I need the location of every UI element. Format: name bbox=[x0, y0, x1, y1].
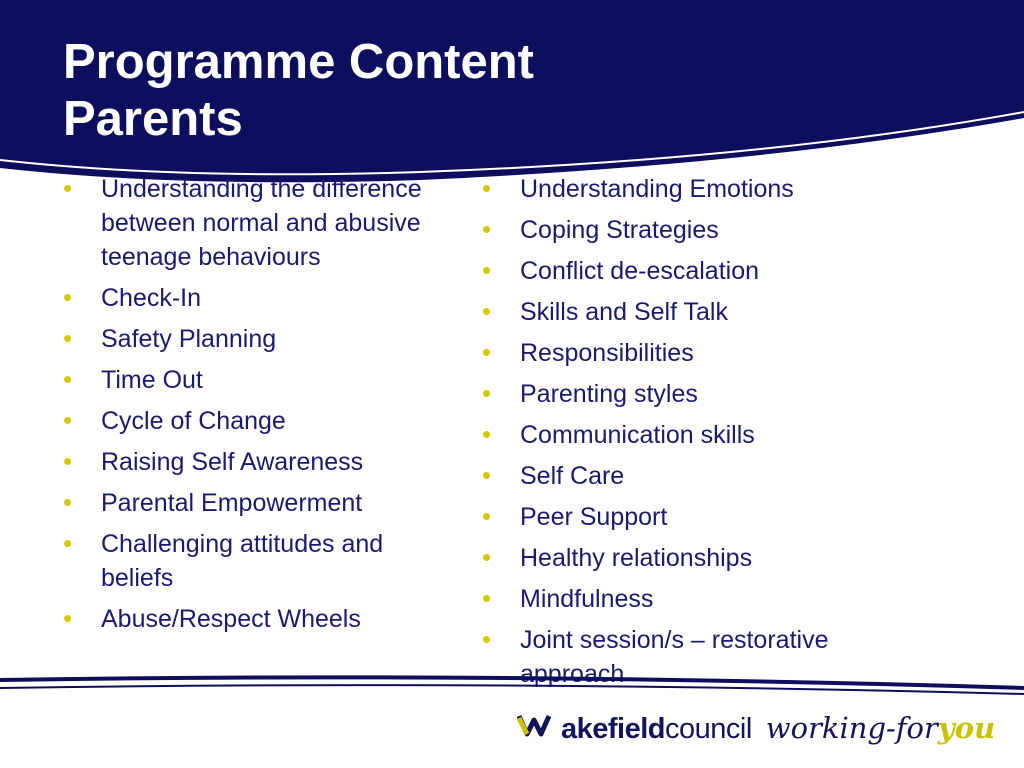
left-bullet-list bbox=[101, 172, 451, 643]
logo-text-you: you bbox=[937, 711, 996, 745]
list-item: • Responsibilities bbox=[520, 336, 900, 370]
logo-text-working-for: working-for bbox=[765, 711, 938, 745]
wakefield-w-logo-icon bbox=[517, 708, 561, 738]
list-item: • Parental Empowerment bbox=[101, 486, 451, 520]
right-bullet-list bbox=[520, 172, 900, 698]
list-item: • Check-In bbox=[101, 281, 451, 315]
list-item: • Self Care bbox=[520, 459, 900, 493]
list-item: • Coping Strategies bbox=[520, 213, 900, 247]
list-item: • Mindfulness bbox=[520, 582, 900, 616]
list-item: • Abuse/Respect Wheels bbox=[101, 602, 451, 636]
list-item: • Understanding the difference between normal and abusive teenage behaviours bbox=[101, 172, 451, 274]
list-item: • Skills and Self Talk bbox=[520, 295, 900, 329]
list-item: • Parenting styles bbox=[520, 377, 900, 411]
list-item: • Joint session/s – restorative approach bbox=[520, 623, 900, 691]
footer-divider bbox=[0, 668, 1024, 698]
title-line-1: Programme Content bbox=[63, 35, 535, 89]
slide-title bbox=[63, 34, 534, 148]
list-item: • Challenging attitudes and beliefs bbox=[101, 527, 451, 595]
logo-text-wakefield: akefield bbox=[561, 713, 665, 745]
list-item: • Time Out bbox=[101, 363, 451, 397]
list-item: • Peer Support bbox=[520, 500, 900, 534]
list-item: • Healthy relationships bbox=[520, 541, 900, 575]
list-item: • Communication skills bbox=[520, 418, 900, 452]
list-item: • Cycle of Change bbox=[101, 404, 451, 438]
list-item: • Conflict de-escalation bbox=[520, 254, 900, 288]
list-item: • Understanding Emotions bbox=[520, 172, 900, 206]
title-line-2: Parents bbox=[63, 92, 243, 146]
wakefield-council-logo bbox=[517, 708, 996, 760]
list-item: • Safety Planning bbox=[101, 322, 451, 356]
list-item: • Raising Self Awareness bbox=[101, 445, 451, 479]
logo-text-council: council bbox=[665, 713, 752, 745]
